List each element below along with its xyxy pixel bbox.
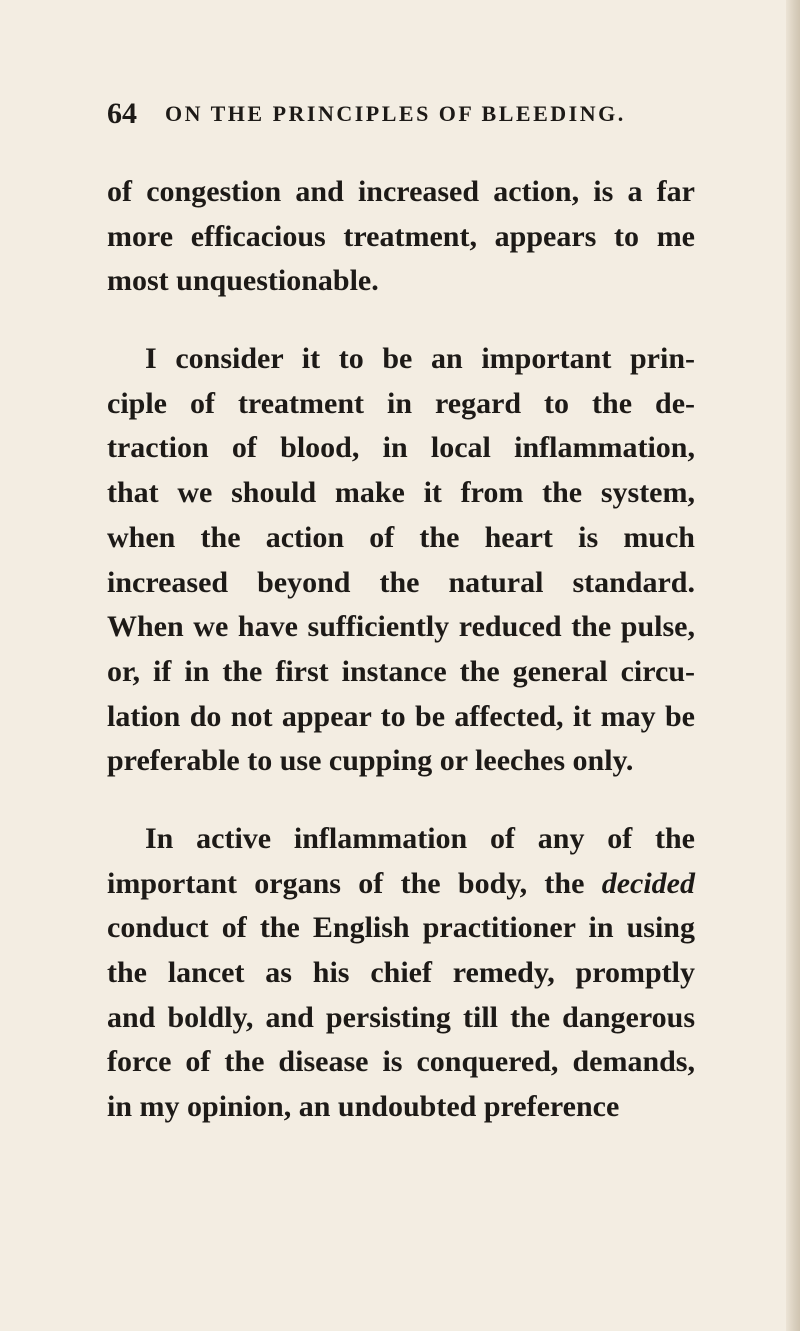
paragraph-1 — [107, 170, 695, 304]
text-line: or, if in the first instance the general circu- — [107, 654, 695, 688]
text-line: most unquestionable. — [107, 264, 379, 298]
body-text — [107, 170, 695, 1130]
text-line: the lancet as his chief remedy, promptly — [107, 956, 695, 989]
text-line: more efficacious treatment, appears to me — [107, 219, 695, 253]
paragraph-2 — [107, 337, 695, 784]
text-line: conduct of the English practitioner in using — [107, 911, 695, 945]
paragraph-3 — [107, 817, 695, 1130]
text-line: when the action of the heart is much — [107, 520, 695, 554]
page-number: 64 — [107, 97, 137, 130]
text-line: force of the disease is conquered, demands, — [107, 1045, 695, 1079]
text-line: traction of blood, in local inflammation, — [107, 431, 695, 465]
italic-emphasis: decided — [601, 866, 695, 900]
text-line — [107, 862, 695, 907]
text-run: important organs of the body, the — [107, 866, 585, 900]
text-line: increased beyond the natural standard. — [107, 565, 695, 599]
text-line: I consider it to be an important prin- — [145, 342, 695, 376]
text-line: ciple of treatment in regard to the de- — [107, 386, 695, 420]
text-line: preferable to use cupping or leeches only. — [107, 744, 634, 778]
text-line: In active inflammation of any of the — [145, 821, 695, 855]
text-line: and boldly, and persisting till the dangerous — [107, 1000, 695, 1034]
running-head: ON THE PRINCIPLES OF BLEEDING. — [165, 101, 626, 126]
text-line: in my opinion, an undoubted preference — [107, 1090, 620, 1124]
text-line: lation do not appear to be affected, it may be — [107, 699, 695, 733]
text-line: of congestion and increased action, is a far — [107, 175, 695, 208]
text-line: that we should make it from the system, — [107, 476, 695, 510]
page-header — [107, 92, 687, 136]
text-line: When we have sufficiently reduced the pulse, — [107, 610, 695, 644]
page-edge — [786, 0, 800, 1331]
